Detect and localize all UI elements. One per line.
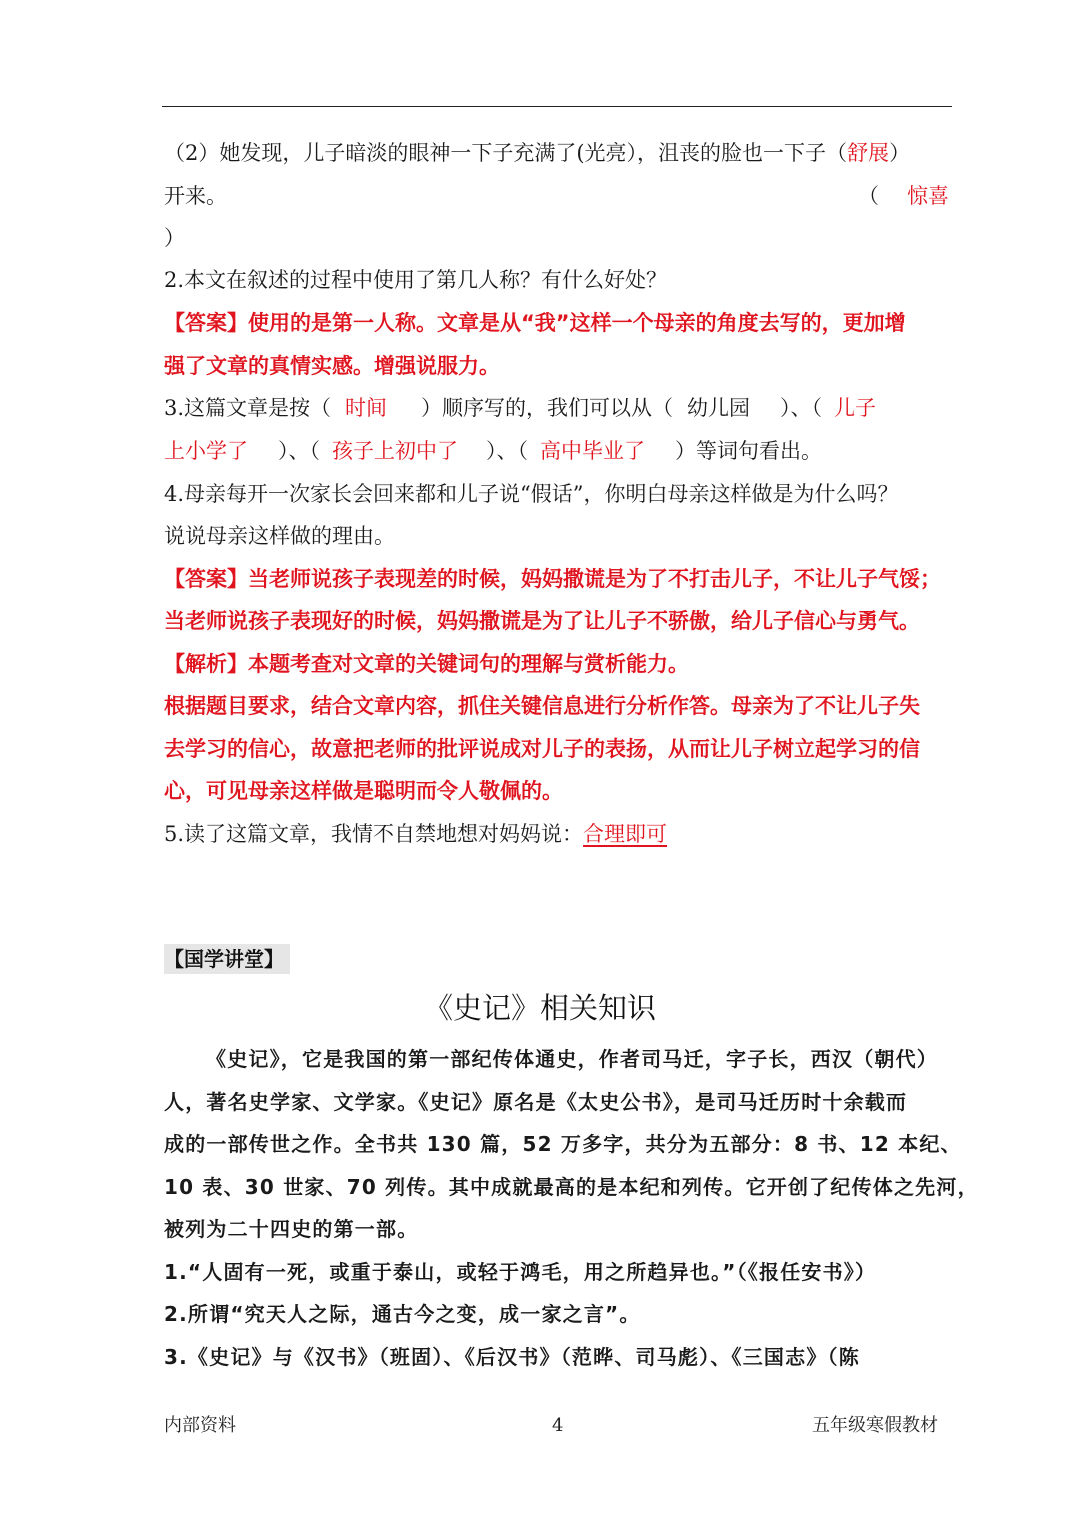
shiji-para-line-2: 人，著名史学家、文学家。《史记》原名是《太史公书》，是司马迁历时十余载而: [164, 1090, 908, 1114]
q3-blank-3a: 儿子: [834, 396, 877, 420]
q3-text-6: ）等词句看出。: [675, 439, 822, 463]
q2-answer-line-1: 【答案】使用的是第一人称。文章是从“我”这样一个母亲的角度去写的，更加增: [164, 311, 906, 335]
shiji-para-line-5: 被列为二十四史的第一部。: [164, 1217, 419, 1241]
q4-answer-line-2: 当老师说孩子表现好的时候，妈妈撒谎是为了让儿子不骄傲，给儿子信心与勇气。: [164, 609, 920, 633]
q1-2-prefix: （2）她发现，儿子暗淡的眼神一下子充满了(光亮），沮丧的脸也一下子（: [164, 141, 848, 165]
q3-text-5: ）、（: [486, 439, 528, 463]
q4-analysis-line-3: 去学习的信心，故意把老师的批评说成对儿子的表扬，从而让儿子树立起学习的信: [164, 737, 920, 761]
q3-blank-5: 高中毕业了: [540, 439, 645, 463]
shiji-item-3: 3.《史记》与《汉书》（班固）、《后汉书》（范晔、司马彪）、《三国志》（陈: [164, 1345, 860, 1369]
q3-blank-kindergarten: 幼儿园: [687, 396, 751, 420]
q3-blank-3b: 上小学了: [164, 439, 248, 463]
q4-answer-line-1: 【答案】当老师说孩子表现差的时候，妈妈撒谎是为了不打击儿子，不让儿子气馁；: [164, 567, 941, 591]
q1-2-blank-1: 舒展: [847, 141, 890, 165]
q2-answer-line-2: 强了文章的真情实感。增强说服力。: [164, 354, 500, 378]
q5-question: 5.读了这篇文章，我情不自禁地想对妈妈说：: [164, 822, 584, 846]
shiji-para-line-3: 成的一部传世之作。全书共 130 篇，52 万多字，共分为五部分：8 书、12 本纪、: [164, 1132, 962, 1156]
q4-question-line-2: 说说母亲这样做的理由。: [164, 524, 395, 548]
q4-analysis-line-1: 【解析】本题考查对文章的关键词句的理解与赏析能力。: [164, 652, 689, 676]
q4-question-line-1: 4.母亲每开一次家长会回来都和儿子说“假话”，你明白母亲这样做是为什么吗？: [164, 482, 899, 506]
shiji-item-1: 1.“人固有一死，或重于泰山，或轻于鸿毛，用之所趋异也。”（《报任安书》）: [164, 1260, 877, 1284]
q3-blank-4: 孩子上初中了: [332, 439, 458, 463]
q3-line-2: [164, 437, 954, 465]
section-title: 《史记》相关知识: [423, 991, 656, 1025]
q1-2-line-3: [164, 224, 954, 252]
q1-2-paren-open: （: [858, 184, 879, 208]
shiji-item-2: 2.所谓“究天人之际，通古今之变，成一家之言”。: [164, 1302, 641, 1326]
q5-answer: 合理即可: [583, 822, 668, 846]
footer-page-number: 4: [552, 1415, 564, 1436]
q3-line-1: [164, 394, 954, 422]
section-tag: 【国学讲堂】: [164, 944, 290, 974]
q3-text-1: 3.这篇文章是按（: [164, 396, 332, 420]
q1-2-suffix: ）: [889, 141, 911, 165]
q1-2-blank-2: 惊喜: [907, 184, 949, 208]
q1-2-cont: 开来。: [164, 184, 227, 208]
q5-line: [164, 820, 954, 848]
q3-text-3: ）、（: [780, 396, 823, 420]
shiji-para-line-4: 10 表、30 世家、70 列传。其中成就最高的是本纪和列传。它开创了纪传体之先河，: [164, 1175, 979, 1199]
shiji-para-line-1: 《史记》，它是我国的第一部纪传体通史，作者司马迁，字子长，西汉（朝代）: [206, 1047, 938, 1071]
q2-question: 2.本文在叙述的过程中使用了第几人称？有什么好处？: [164, 268, 668, 292]
header-rule: [162, 106, 952, 107]
q3-text-4: ）、（: [278, 439, 320, 463]
q4-analysis-line-4: 心，可见母亲这样做是聪明而令人敬佩的。: [164, 779, 563, 803]
footer-left: 内部资料: [164, 1415, 236, 1436]
q4-analysis-line-2: 根据题目要求，结合文章内容，抓住关键信息进行分析作答。母亲为了不让儿子失: [164, 694, 920, 718]
q1-2-paren-close: ）: [164, 226, 185, 250]
footer-right: 五年级寒假教材: [812, 1415, 938, 1436]
q1-2-line-2: [164, 182, 954, 210]
q1-2-line: [164, 139, 954, 167]
q3-blank-time: 时间: [345, 396, 388, 420]
q3-text-2: ）顺序写的，我们可以从（: [421, 396, 674, 420]
